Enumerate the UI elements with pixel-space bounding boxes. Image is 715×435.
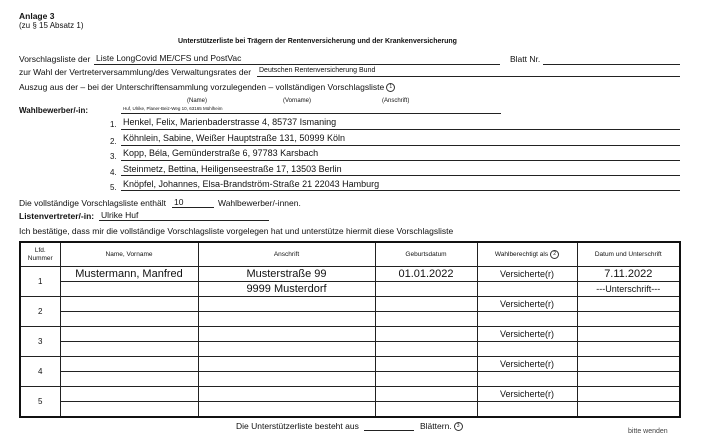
wahl-field[interactable]: Deutschen Rentenversicherung Bund [259, 67, 376, 74]
enthaelt-label: Die vollständige Vorschlagsliste enthält [19, 198, 166, 208]
date-cell[interactable] [577, 357, 680, 372]
city-cell[interactable] [198, 402, 375, 418]
wahlbewerber-label: Wahlbewerber/-in: [19, 106, 89, 115]
birthdate-cell[interactable]: 01.01.2022 [375, 267, 477, 282]
auszug-text: Auszug aus der – bei der Unterschriftensammlung vorzulegenden – vollständigen Vorschlagsliste [19, 82, 385, 92]
candidate-number: 2. [110, 137, 117, 146]
enthaelt-count-field[interactable]: 10 [174, 197, 184, 207]
table-subrow [20, 342, 680, 357]
header-datum-unterschrift: Datum und Unterschrift [577, 242, 680, 267]
status-cell-2[interactable] [477, 342, 577, 357]
candidate-number: 4. [110, 168, 117, 177]
candidate-line [121, 160, 680, 161]
supporter-table [19, 241, 681, 418]
footer-prefix: Die Unterstützerliste besteht aus [236, 421, 359, 431]
listenvertreter-line [99, 220, 269, 221]
status-cell[interactable]: Versicherte(r) [477, 327, 577, 342]
date-cell[interactable] [577, 297, 680, 312]
table-row [20, 327, 680, 342]
name-cell[interactable] [60, 387, 198, 402]
city-cell[interactable] [198, 342, 375, 357]
footnote-2-icon: 2 [550, 250, 559, 259]
status-cell[interactable]: Versicherte(r) [477, 387, 577, 402]
vorschlagsliste-label: Vorschlagsliste der [19, 54, 91, 64]
status-cell[interactable]: Versicherte(r) [477, 357, 577, 372]
signature-cell[interactable] [577, 342, 680, 357]
signature-cell[interactable] [577, 402, 680, 418]
header-geburtsdatum: Geburtsdatum [375, 242, 477, 267]
candidate-line [121, 129, 680, 130]
enthaelt-suffix: Wahlbewerber/-innen. [218, 198, 301, 208]
status-cell-2[interactable] [477, 402, 577, 418]
city-cell[interactable] [198, 372, 375, 387]
candidate-line [121, 145, 680, 146]
name-cell-2[interactable] [60, 342, 198, 357]
table-row [20, 267, 680, 282]
birthdate-cell-2[interactable] [375, 282, 477, 297]
header-anschrift: Anschrift [198, 242, 375, 267]
candidate-number: 3. [110, 152, 117, 161]
footer-suffix-group [420, 421, 463, 431]
table-row [20, 357, 680, 372]
example-entry-line [121, 113, 501, 114]
footnote-3-icon: 3 [454, 422, 463, 431]
candidate-entry[interactable]: Knöpfel, Johannes, Elsa-Brandström-Straße 21 22043 Hamburg [123, 179, 380, 189]
header-nummer: Nummer [27, 254, 53, 262]
signature-cell[interactable] [577, 312, 680, 327]
candidate-entry[interactable]: Kopp, Béla, Gemünderstraße 6, 97783 Karsbach [123, 148, 319, 158]
col-vorname-label: (Vorname) [283, 98, 312, 104]
table-row [20, 387, 680, 402]
name-cell[interactable] [60, 297, 198, 312]
birthdate-cell[interactable] [375, 297, 477, 312]
street-cell[interactable] [198, 327, 375, 342]
blatt-label: Blatt Nr. [510, 54, 541, 64]
footnote-1-icon: 1 [386, 83, 395, 92]
name-cell-2[interactable] [60, 312, 198, 327]
birthdate-cell[interactable] [375, 327, 477, 342]
candidate-number: 5. [110, 183, 117, 192]
birthdate-cell-2[interactable] [375, 372, 477, 387]
city-cell[interactable]: 9999 Musterdorf [198, 282, 375, 297]
form-title: Unterstützerliste bei Trägern der Rentenversicherung und der Krankenversicherung [178, 38, 457, 45]
auszug-label [19, 82, 395, 92]
table-subrow [20, 372, 680, 387]
candidate-line [121, 190, 680, 191]
example-entry: Huf, Ulrike, Planer-Beiz-Weg 10, 63165 Mühlheim [123, 106, 223, 111]
row-number: 3 [20, 327, 60, 357]
birthdate-cell[interactable] [375, 387, 477, 402]
status-cell-2[interactable] [477, 282, 577, 297]
header-lfd-nummer [20, 242, 60, 267]
header-wahlberechtigt [477, 242, 577, 267]
listenvertreter-label: Listenvertreter/-in: [19, 211, 95, 221]
table-subrow [20, 402, 680, 418]
wahl-label: zur Wahl der Vertreterversammlung/des Verwaltungsrates der [19, 67, 252, 77]
candidate-entry[interactable]: Köhnlein, Sabine, Weißer Hauptstraße 131, 50999 Köln [123, 133, 345, 143]
street-cell[interactable]: Musterstraße 99 [198, 267, 375, 282]
row-number: 2 [20, 297, 60, 327]
paragraph-reference: (zu § 15 Absatz 1) [19, 21, 84, 30]
name-cell[interactable] [60, 357, 198, 372]
candidate-line [121, 175, 680, 176]
candidate-entry[interactable]: Henkel, Felix, Marienbaderstrasse 4, 85737 Ismaning [123, 117, 337, 127]
name-cell-2[interactable] [60, 282, 198, 297]
street-cell[interactable] [198, 297, 375, 312]
birthdate-cell-2[interactable] [375, 402, 477, 418]
date-cell[interactable] [577, 387, 680, 402]
row-number: 1 [20, 267, 60, 297]
status-cell-2[interactable] [477, 372, 577, 387]
name-cell-2[interactable] [60, 372, 198, 387]
street-cell[interactable] [198, 387, 375, 402]
vorschlagsliste-line [94, 64, 500, 65]
birthdate-cell[interactable] [375, 357, 477, 372]
header-lfd: Lfd. [34, 246, 46, 254]
status-cell-2[interactable] [477, 312, 577, 327]
footer-suffix: Blättern. [420, 421, 452, 431]
street-cell[interactable] [198, 357, 375, 372]
birthdate-cell-2[interactable] [375, 342, 477, 357]
confirmation-text: Ich bestätige, dass mir die vollständige Vorschlagsliste vorgelegen hat und unterstütze hiermit diese Vorschlagsliste [19, 226, 454, 236]
signature-cell[interactable] [577, 372, 680, 387]
date-cell[interactable]: 7.11.2022 [577, 267, 680, 282]
table-row [20, 297, 680, 312]
anlage-label: Anlage 3 [19, 11, 55, 21]
row-number: 4 [20, 357, 60, 387]
name-cell[interactable]: Mustermann, Manfred [60, 267, 198, 282]
name-cell-2[interactable] [60, 402, 198, 418]
col-name-label: (Name) [187, 98, 208, 104]
name-cell[interactable] [60, 327, 198, 342]
blaetter-count-field[interactable] [364, 430, 414, 431]
status-cell[interactable]: Versicherte(r) [477, 297, 577, 312]
header-name: Name, Vorname [60, 242, 198, 267]
row-number: 5 [20, 387, 60, 418]
table-header-row [20, 242, 680, 267]
blatt-field[interactable] [543, 64, 680, 65]
city-cell[interactable] [198, 312, 375, 327]
enthaelt-line [172, 207, 214, 208]
birthdate-cell-2[interactable] [375, 312, 477, 327]
candidate-entry[interactable]: Steinmetz, Bettina, Heiligenseestraße 17, 13503 Berlin [123, 164, 342, 174]
date-cell[interactable] [577, 327, 680, 342]
header-wahlberechtigt-label: Wahlberechtigt als [494, 251, 549, 259]
table-subrow [20, 312, 680, 327]
table-subrow [20, 282, 680, 297]
candidate-number: 1. [110, 120, 117, 129]
wahl-line [257, 76, 680, 77]
corner-text: bitte wenden [628, 428, 668, 435]
signature-cell[interactable]: ---Unterschrift--- [577, 282, 680, 297]
status-cell[interactable]: Versicherte(r) [477, 267, 577, 282]
col-anschrift-label: (Anschrift) [382, 98, 410, 104]
vorschlagsliste-field[interactable]: Liste LongCovid ME/CFS und PostVac [96, 53, 242, 63]
listenvertreter-field[interactable]: Ulrike Huf [101, 210, 139, 220]
